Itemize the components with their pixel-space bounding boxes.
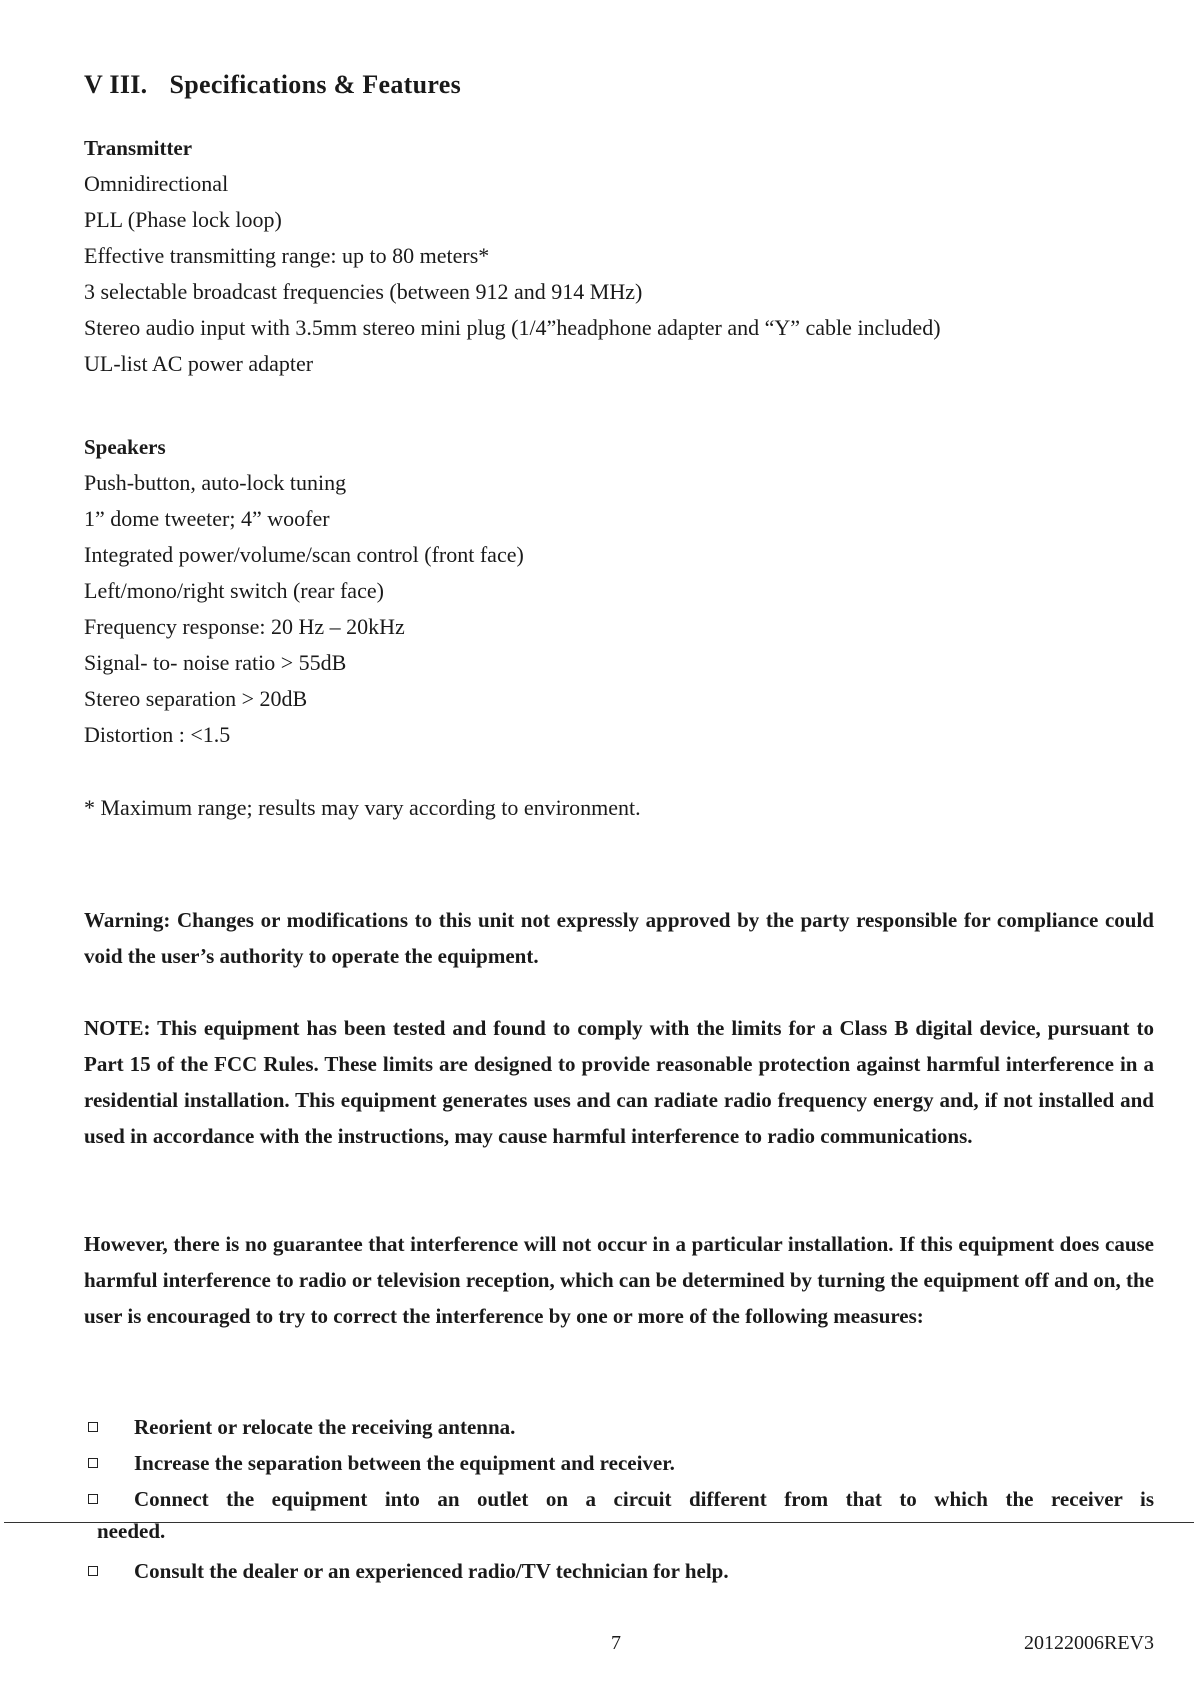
transmitter-title: Transmitter bbox=[84, 136, 193, 160]
spec-line: Stereo audio input with 3.5mm stereo mini plug (1/4”headphone adapter and “Y” cable included) bbox=[84, 315, 941, 340]
spec-line: 1” dome tweeter; 4” woofer bbox=[84, 506, 330, 531]
spec-line: Frequency response: 20 Hz – 20kHz bbox=[84, 614, 405, 639]
list-item bbox=[86, 1481, 1154, 1517]
checkbox-square-icon bbox=[88, 1422, 98, 1432]
spec-line: PLL (Phase lock loop) bbox=[84, 207, 282, 232]
spec-line: 3 selectable broadcast frequencies (between 912 and 914 MHz) bbox=[84, 279, 643, 304]
measure-text: Reorient or relocate the receiving antenna. bbox=[134, 1415, 516, 1439]
checkbox-square-icon bbox=[88, 1494, 98, 1504]
speakers-title: Speakers bbox=[84, 435, 166, 459]
document-code: 20122006REV3 bbox=[1024, 1632, 1154, 1654]
speakers-section bbox=[84, 429, 1144, 753]
spec-line: Push-button, auto-lock tuning bbox=[84, 470, 347, 495]
page-number: 7 bbox=[611, 1632, 621, 1654]
spec-line: Signal- to- noise ratio > 55dB bbox=[84, 650, 347, 675]
list-item bbox=[86, 1553, 1154, 1589]
measure-continuation: needed. bbox=[97, 1519, 166, 1543]
horizontal-rule bbox=[4, 1522, 1194, 1523]
spec-line: Left/mono/right switch (rear face) bbox=[84, 578, 384, 603]
list-item bbox=[86, 1445, 1154, 1481]
checkbox-square-icon bbox=[88, 1458, 98, 1468]
range-footnote: * Maximum range; results may vary according to environment. bbox=[84, 795, 641, 820]
spec-line: Effective transmitting range: up to 80 meters* bbox=[84, 243, 490, 268]
transmitter-section bbox=[84, 130, 1144, 382]
section-title: Specifications & Features bbox=[169, 70, 462, 99]
spec-line: Stereo separation > 20dB bbox=[84, 686, 308, 711]
warning-paragraph: Warning: Changes or modifications to this unit not expressly approved by the party responsible for compliance could void the user’s authority to operate the equipment. bbox=[84, 908, 1154, 968]
measure-text: Connect the equipment into an outlet on a circuit different from that to which the receiver is bbox=[134, 1487, 1154, 1511]
measure-text: Increase the separation between the equipment and receiver. bbox=[134, 1451, 675, 1475]
section-number: V III. bbox=[84, 70, 148, 99]
list-item bbox=[86, 1409, 1154, 1445]
interference-paragraph: However, there is no guarantee that interference will not occur in a particular installation. If this equipment does cause harmful interference to radio or television reception, which can be determined by turning the equipment off and on, the user is encouraged to try to correct the interference by one or more of the following measures: bbox=[84, 1232, 1154, 1328]
checkbox-square-icon bbox=[88, 1566, 98, 1576]
spec-line: Integrated power/volume/scan control (front face) bbox=[84, 542, 524, 567]
fcc-note-paragraph: NOTE: This equipment has been tested and found to comply with the limits for a Class B digital device, pursuant to Part 15 of the FCC Rules. These limits are designed to provide reasonable protection against harmful interference in a residential installation. This equipment generates uses and can radiate radio frequency energy and, if not installed and used in accordance with the instructions, may cause harmful interference to radio communications. bbox=[84, 1016, 1154, 1148]
spec-line: UL-list AC power adapter bbox=[84, 351, 314, 376]
measure-text: Consult the dealer or an experienced radio/TV technician for help. bbox=[134, 1559, 729, 1583]
spec-line: Distortion : <1.5 bbox=[84, 722, 231, 747]
section-heading bbox=[84, 70, 461, 100]
spec-line: Omnidirectional bbox=[84, 171, 229, 196]
